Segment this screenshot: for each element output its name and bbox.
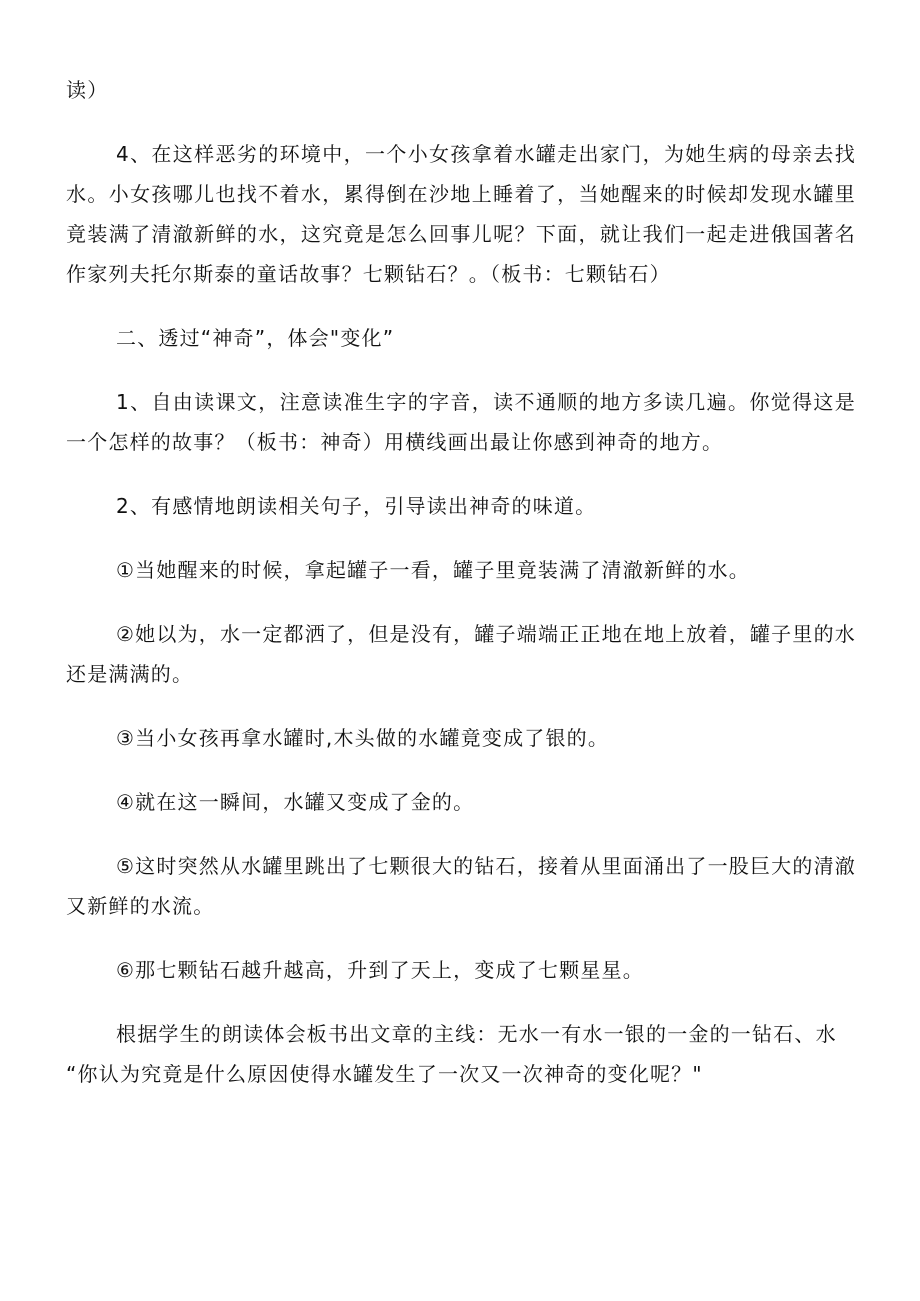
paragraph-fragment: 读） bbox=[66, 78, 109, 102]
paragraph-item-4: 4、在这样恶劣的环境中，一个小女孩拿着水罐走出家门，为她生病的母亲去找水。小女孩哪儿也找不着水，累得倒在沙地上睡着了，当她醒来的时候却发现水罐里竟装满了清澈新鲜的水，这究竟是怎么回事儿呢？下面，就让我们一起走进俄国著名作家列夫托尔斯泰的童话故事？七颗钻石？。（板书：七颗钻石） bbox=[66, 142, 856, 286]
sentence-3: ③当小女孩再拿水罐时,木头做的水罐竟变成了银的。 bbox=[116, 726, 610, 750]
board-summary: 根据学生的朗读体会板书出文章的主线：无水一有水一银的一金的一钻石、水 bbox=[116, 1022, 837, 1046]
sentence-4: ④就在这一瞬间，水罐又变成了金的。 bbox=[116, 790, 475, 814]
sentence-6: ⑥那七颗钻石越升越高，升到了天上，变成了七颗星星。 bbox=[116, 958, 644, 982]
paragraph-item-2: 2、有感情地朗读相关句子，引导读出神奇的味道。 bbox=[116, 494, 597, 518]
document-body bbox=[66, 70, 856, 1118]
section-heading-2: 二、透过“神奇”，体会"变化” bbox=[116, 326, 395, 350]
question-quote: “你认为究竟是什么原因使得水罐发生了一次又一次神奇的变化呢？" bbox=[66, 1062, 703, 1086]
sentence-1: ①当她醒来的时候，拿起罐子一看，罐子里竟装满了清澈新鲜的水。 bbox=[116, 558, 750, 582]
paragraph-item-1: 1、自由读课文，注意读准生字的字音，读不通顺的地方多读几遍。你觉得这是一个怎样的故事？（板书：神奇）用横线画出最让你感到神奇的地方。 bbox=[66, 390, 856, 454]
sentence-2: ②她以为，水一定都洒了，但是没有，罐子端端正正地在地上放着，罐子里的水还是满满的。 bbox=[66, 622, 856, 686]
sentence-5: ⑤这时突然从水罐里跳出了七颗很大的钻石，接着从里面涌出了一股巨大的清澈又新鲜的水流。 bbox=[66, 854, 856, 918]
